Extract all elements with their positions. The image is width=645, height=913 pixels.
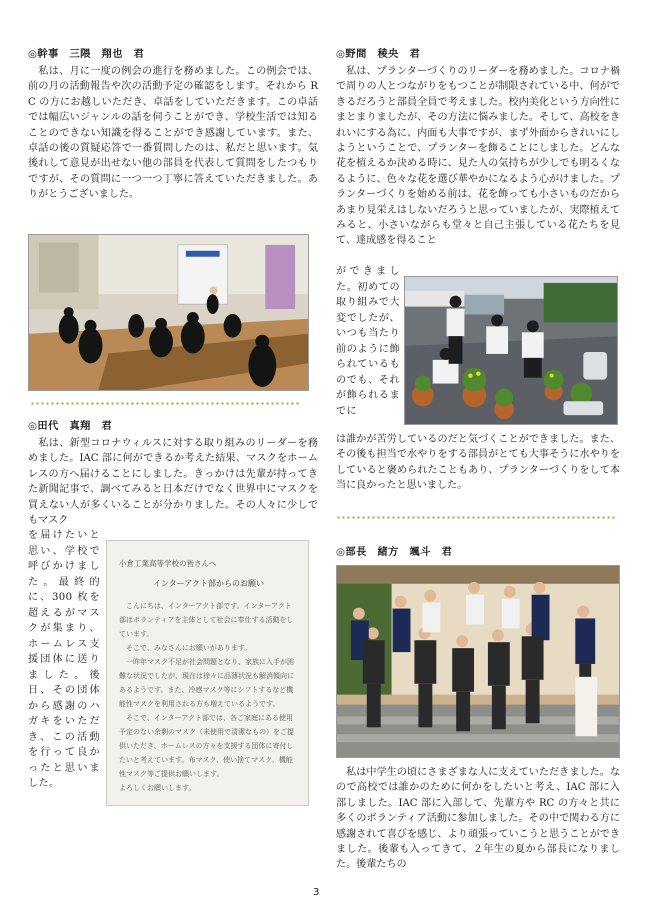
heading-noma: ◎野間 稜央 君 [336, 49, 421, 60]
letter-body: こんにちは、インターアクト部です。インターアクト部はボランティアを主体として社会に奉仕する活動をしています。 そこで、みなさんにお願いがあります。 一昨年マスク不足が社会問題となり、家族に入手が困難な状況でしたが、現在は徐々に品薄状況も解消傾向にあるようです。また、冷感マスク等にシフトするなど機能性マスクを利用される方も増えているようです。 そこで、インターアクト部では、各ご家庭にある使用予定のない余剰のマスク（未使用で清潔なもの）をご提供いただき、ホームレスの方々を支援する団体に寄付したいと考えています。布マスク、使い捨てマスク、機能性マスク等ご提供お願いします。 [119, 602, 294, 778]
paragraph-bucho: 私は中学生の頃にさまざまな人に支えていただきました。なので高校では誰かのために何かをしたいと考え、IAC 部に入部しました。IAC 部に入部して、先輩方や RC の方々と共に多くのボランティア活動に参加しました。その中で関わる方に感謝されて喜びを感じ、より頑張っていこうと思うことができました。後輩も入ってきて、２年生の夏から部長になりました。後輩たちの [336, 767, 620, 871]
section-divider [336, 516, 616, 519]
heading-tashiro: ◎田代 真翔 君 [28, 421, 113, 432]
paragraph-noma-end: は誰かが苦労しているのだと気づくことができました。また、その後も担当で水やりをする部員がとても大事そうに水やりをしていると褒められたこともあり、プランターづくりをして本当に良かったと思いました。 [336, 434, 620, 492]
heading-kanji: ◎幹事 三隈 翔也 君 [28, 49, 145, 60]
paragraph-tashiro: 私は、新型コロナウィルスに対する取り組みのリーダーを務めました。IAC 部に何ができるか考えた結果、マスクをホームレスの方へ届けることにしました。きっかけは先輩が持ってきた新聞記事で、調べてみると日本だけでなく世界中にマスクを買えない人が多くいることが分かりました。その人々に少しでもマスク [28, 438, 318, 527]
section-divider [30, 402, 300, 405]
page-number: 3 [313, 887, 320, 898]
paragraph-noma-continued: ができました。初めての取り組みで大変でしたが、いつも当たり前のように飾られているものでも、それが飾られるまでに [336, 266, 400, 417]
heading-bucho: ◎部長 緒方 颯斗 君 [336, 547, 453, 558]
letter-closing: よろしくお願いします。 [119, 784, 196, 792]
letter-header: 小倉工業高等学校の皆さんへ [119, 559, 217, 568]
planter-photo [404, 276, 618, 425]
meeting-photo [28, 234, 309, 391]
letter-title: インターアクト部からのお願い [152, 579, 265, 588]
paragraph-noma: 私は、プランターづくりのリーダーを務めました。コロナ禍で周りの人とつながりをもつことが制限されている中、何ができるだろうと部員全員で考えました。校内美化という方向性にまとまりましたが、その方法に悩みました。そして、高校をきれいにする為に、内面も大事ですが、まず外面からきれいにしようということで、プランターを飾ることにしました。どんな花を植えるか決める時に、見た人の気持ちが少しでも明るくなるように、色々な花を選び華やかになるよう心がけました。プランターづくりを始める前は、花を飾っても小さいものだからあまり見栄えはしないだろうと思っていましたが、実際植えてみると、小さいながらも堂々と自己主張している花たちを見て、達成感を得ること [336, 66, 620, 247]
paragraph-tashiro-continued: を届けたいと思い、学校で呼びかけました。最終的に、300 枚を超えるがマスクが集まり、ホームレス支援団体に送りました。後日、その団体から感謝のハガキをいただき、この活動を行って良かったと思いました。 [28, 530, 100, 789]
request-letter-image [106, 540, 309, 806]
group-photo [336, 565, 620, 758]
paragraph-kanji: 私は、月に一度の例会の進行を務めました。この例会では、前の月の活動報告や次の活動予定の確認をします。それから RC の方にお越しいただき、卓話をしていただきます。この卓話では幅広いジャンルの話を伺うことができ、学校生活では知ることのできない知識を得ることができ感謝しています。また、卓話の後の質疑応答で一番質問したのは、私だと思います。気後れして意見が出せない他の部員を代表して質問をしたつもりですが、その質問に一つ一つ丁寧に答えていただきました。ありがとうございました。 [28, 66, 318, 201]
